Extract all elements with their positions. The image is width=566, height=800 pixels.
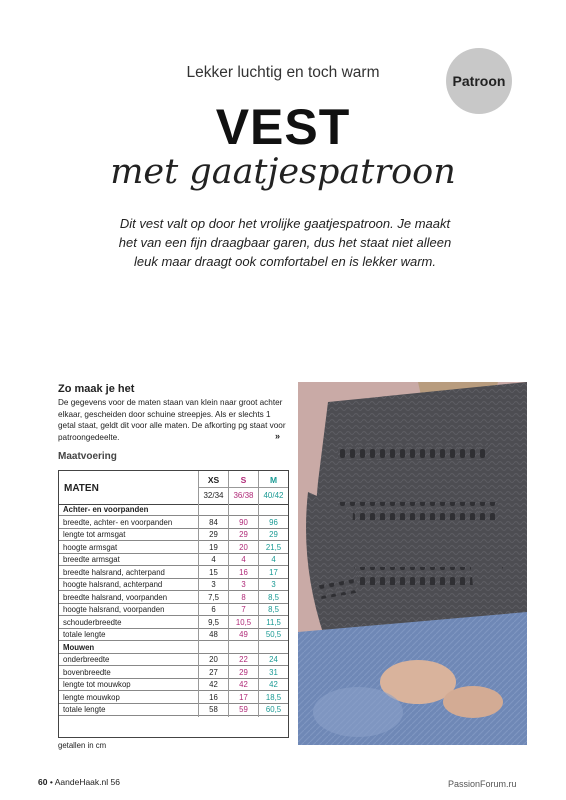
value-m: 4 [271, 555, 276, 564]
measurement-label: bovenbreedte [63, 667, 111, 677]
table-row [59, 629, 288, 641]
measurement-label: hoogte armsgat [63, 542, 118, 552]
page-folio [38, 777, 120, 787]
publication-name: AandeHaak.nl 56 [54, 777, 120, 787]
size-m-label: M [269, 475, 278, 485]
size-s-label: S [240, 475, 247, 485]
value-xs: 42 [209, 680, 218, 689]
measurement-label: breedte, achter- en voorpanden [63, 517, 173, 527]
value-m: 24 [269, 655, 278, 664]
value-s: 22 [239, 655, 248, 664]
size-xs-label: XS [207, 475, 220, 485]
value-s: 59 [239, 705, 248, 714]
how-to-heading: Zo maak je het [58, 383, 135, 395]
table-row [59, 529, 288, 541]
sizing-table-header [59, 471, 288, 505]
section-label: Mouwen [63, 642, 95, 652]
measurement-label: lengte tot mouwkop [63, 680, 131, 689]
value-m: 8,5 [268, 605, 279, 614]
value-xs: 27 [209, 667, 218, 677]
value-xs: 6 [211, 605, 216, 614]
value-xs: 48 [209, 630, 218, 639]
value-xs: 16 [209, 692, 218, 702]
value-s: 16 [239, 567, 248, 577]
value-m: 29 [269, 530, 278, 539]
how-to-text: De gegevens voor de maten staan van klein naar groot achter elkaar, gescheiden door schuine streepjes. Als er slechts 1 getal staat, geldt dit voor alle maten. De afkorting pg staat voor patroongedeelte. [58, 398, 286, 442]
measurement-label: totale lengte [63, 705, 106, 714]
value-s: 29 [239, 667, 248, 677]
value-m: 60,5 [265, 705, 282, 714]
value-m: 17 [269, 567, 278, 577]
table-section-row [59, 642, 288, 654]
value-m: 11,5 [266, 617, 281, 627]
measurement-label: hoogte halsrand, achterpand [63, 580, 163, 589]
intro-text: Dit vest valt op door het vrolijke gaatjespatroon. Je maakt het van een fijn draagbaar garen, dus het staat niet alleen leuk maar draagt ook comfortabel en is lekker warm. [118, 216, 452, 269]
value-m: 3 [271, 580, 276, 589]
value-s: 17 [239, 692, 248, 702]
measurement-label: hoogte halsrand, voorpanden [63, 605, 165, 614]
value-s: 90 [239, 517, 248, 527]
value-m: 50,5 [265, 630, 282, 639]
value-s: 8 [241, 592, 246, 602]
value-s: 29 [239, 530, 248, 539]
table-row [59, 567, 288, 579]
value-xs: 9,5 [208, 617, 219, 627]
size-s-number: 36/38 [233, 491, 254, 500]
value-xs: 4 [211, 555, 216, 564]
value-xs: 84 [209, 517, 218, 527]
value-s: 42 [239, 680, 248, 689]
value-xs: 3 [211, 580, 216, 589]
measurement-label: lengte tot armsgat [63, 530, 126, 539]
header-divider [198, 487, 288, 488]
table-row [59, 579, 288, 591]
value-xs: 19 [209, 542, 218, 552]
page-title: VEST [215, 99, 351, 155]
table-row [59, 704, 288, 716]
folio-bullet: • [49, 777, 53, 787]
value-m: 8,5 [268, 592, 279, 602]
kicker: Lekker luchtig en toch warm [186, 64, 380, 81]
value-xs: 7,5 [208, 592, 219, 602]
value-m: 18,5 [265, 692, 282, 702]
value-xs: 15 [209, 567, 218, 577]
value-s: 7 [241, 605, 246, 614]
value-xs: 58 [209, 705, 218, 714]
column-divider [228, 504, 229, 717]
table-row [59, 679, 288, 691]
value-m: 96 [269, 517, 278, 527]
table-row [59, 517, 288, 529]
column-divider [258, 504, 259, 717]
table-row [59, 692, 288, 704]
sizes-label: MATEN [64, 483, 99, 494]
table-row [59, 667, 288, 679]
measurement-label: breedte armsgat [63, 555, 120, 564]
table-row [59, 617, 288, 629]
value-xs: 20 [209, 655, 218, 664]
value-m: 31 [269, 667, 278, 677]
value-s: 20 [239, 542, 248, 552]
column-divider [198, 504, 199, 717]
size-xs-number: 32/34 [203, 491, 224, 500]
table-footnote: getallen in cm [58, 741, 107, 750]
table-row [59, 592, 288, 604]
table-row [59, 554, 288, 566]
measurement-label: lengte mouwkop [63, 692, 120, 702]
sizing-heading: Maatvoering [58, 451, 117, 462]
cardigan-photo-drawing [298, 382, 527, 745]
value-m: 42 [269, 680, 278, 689]
page-number: 60 [38, 777, 48, 787]
measurement-label: schouderbreedte [63, 617, 122, 627]
value-s: 4 [241, 555, 246, 564]
value-s: 49 [239, 630, 248, 639]
table-section-row [59, 504, 288, 516]
value-xs: 29 [209, 530, 218, 539]
watermark: PassionForum.ru [448, 779, 517, 789]
value-s: 10,5 [235, 617, 252, 627]
patroon-badge: Patroon [446, 48, 512, 114]
sizing-table [58, 470, 289, 738]
size-m-number: 40/42 [263, 491, 284, 500]
section-label: Achter- en voorpanden [63, 505, 149, 514]
table-row [59, 604, 288, 616]
measurement-label: breedte halsrand, achterpand [63, 567, 165, 577]
table-row [59, 542, 288, 554]
cardigan-photo [298, 382, 527, 745]
measurement-label: totale lengte [63, 630, 106, 639]
value-s: 3 [241, 580, 246, 589]
measurement-label: breedte halsrand, voorpanden [63, 592, 168, 602]
table-row [59, 654, 288, 666]
value-m: 21,5 [265, 542, 282, 552]
measurement-label: onderbreedte [63, 655, 110, 664]
page-subtitle: met gaatjespatroon [110, 152, 456, 192]
continue-arrow-icon: » [275, 431, 281, 441]
